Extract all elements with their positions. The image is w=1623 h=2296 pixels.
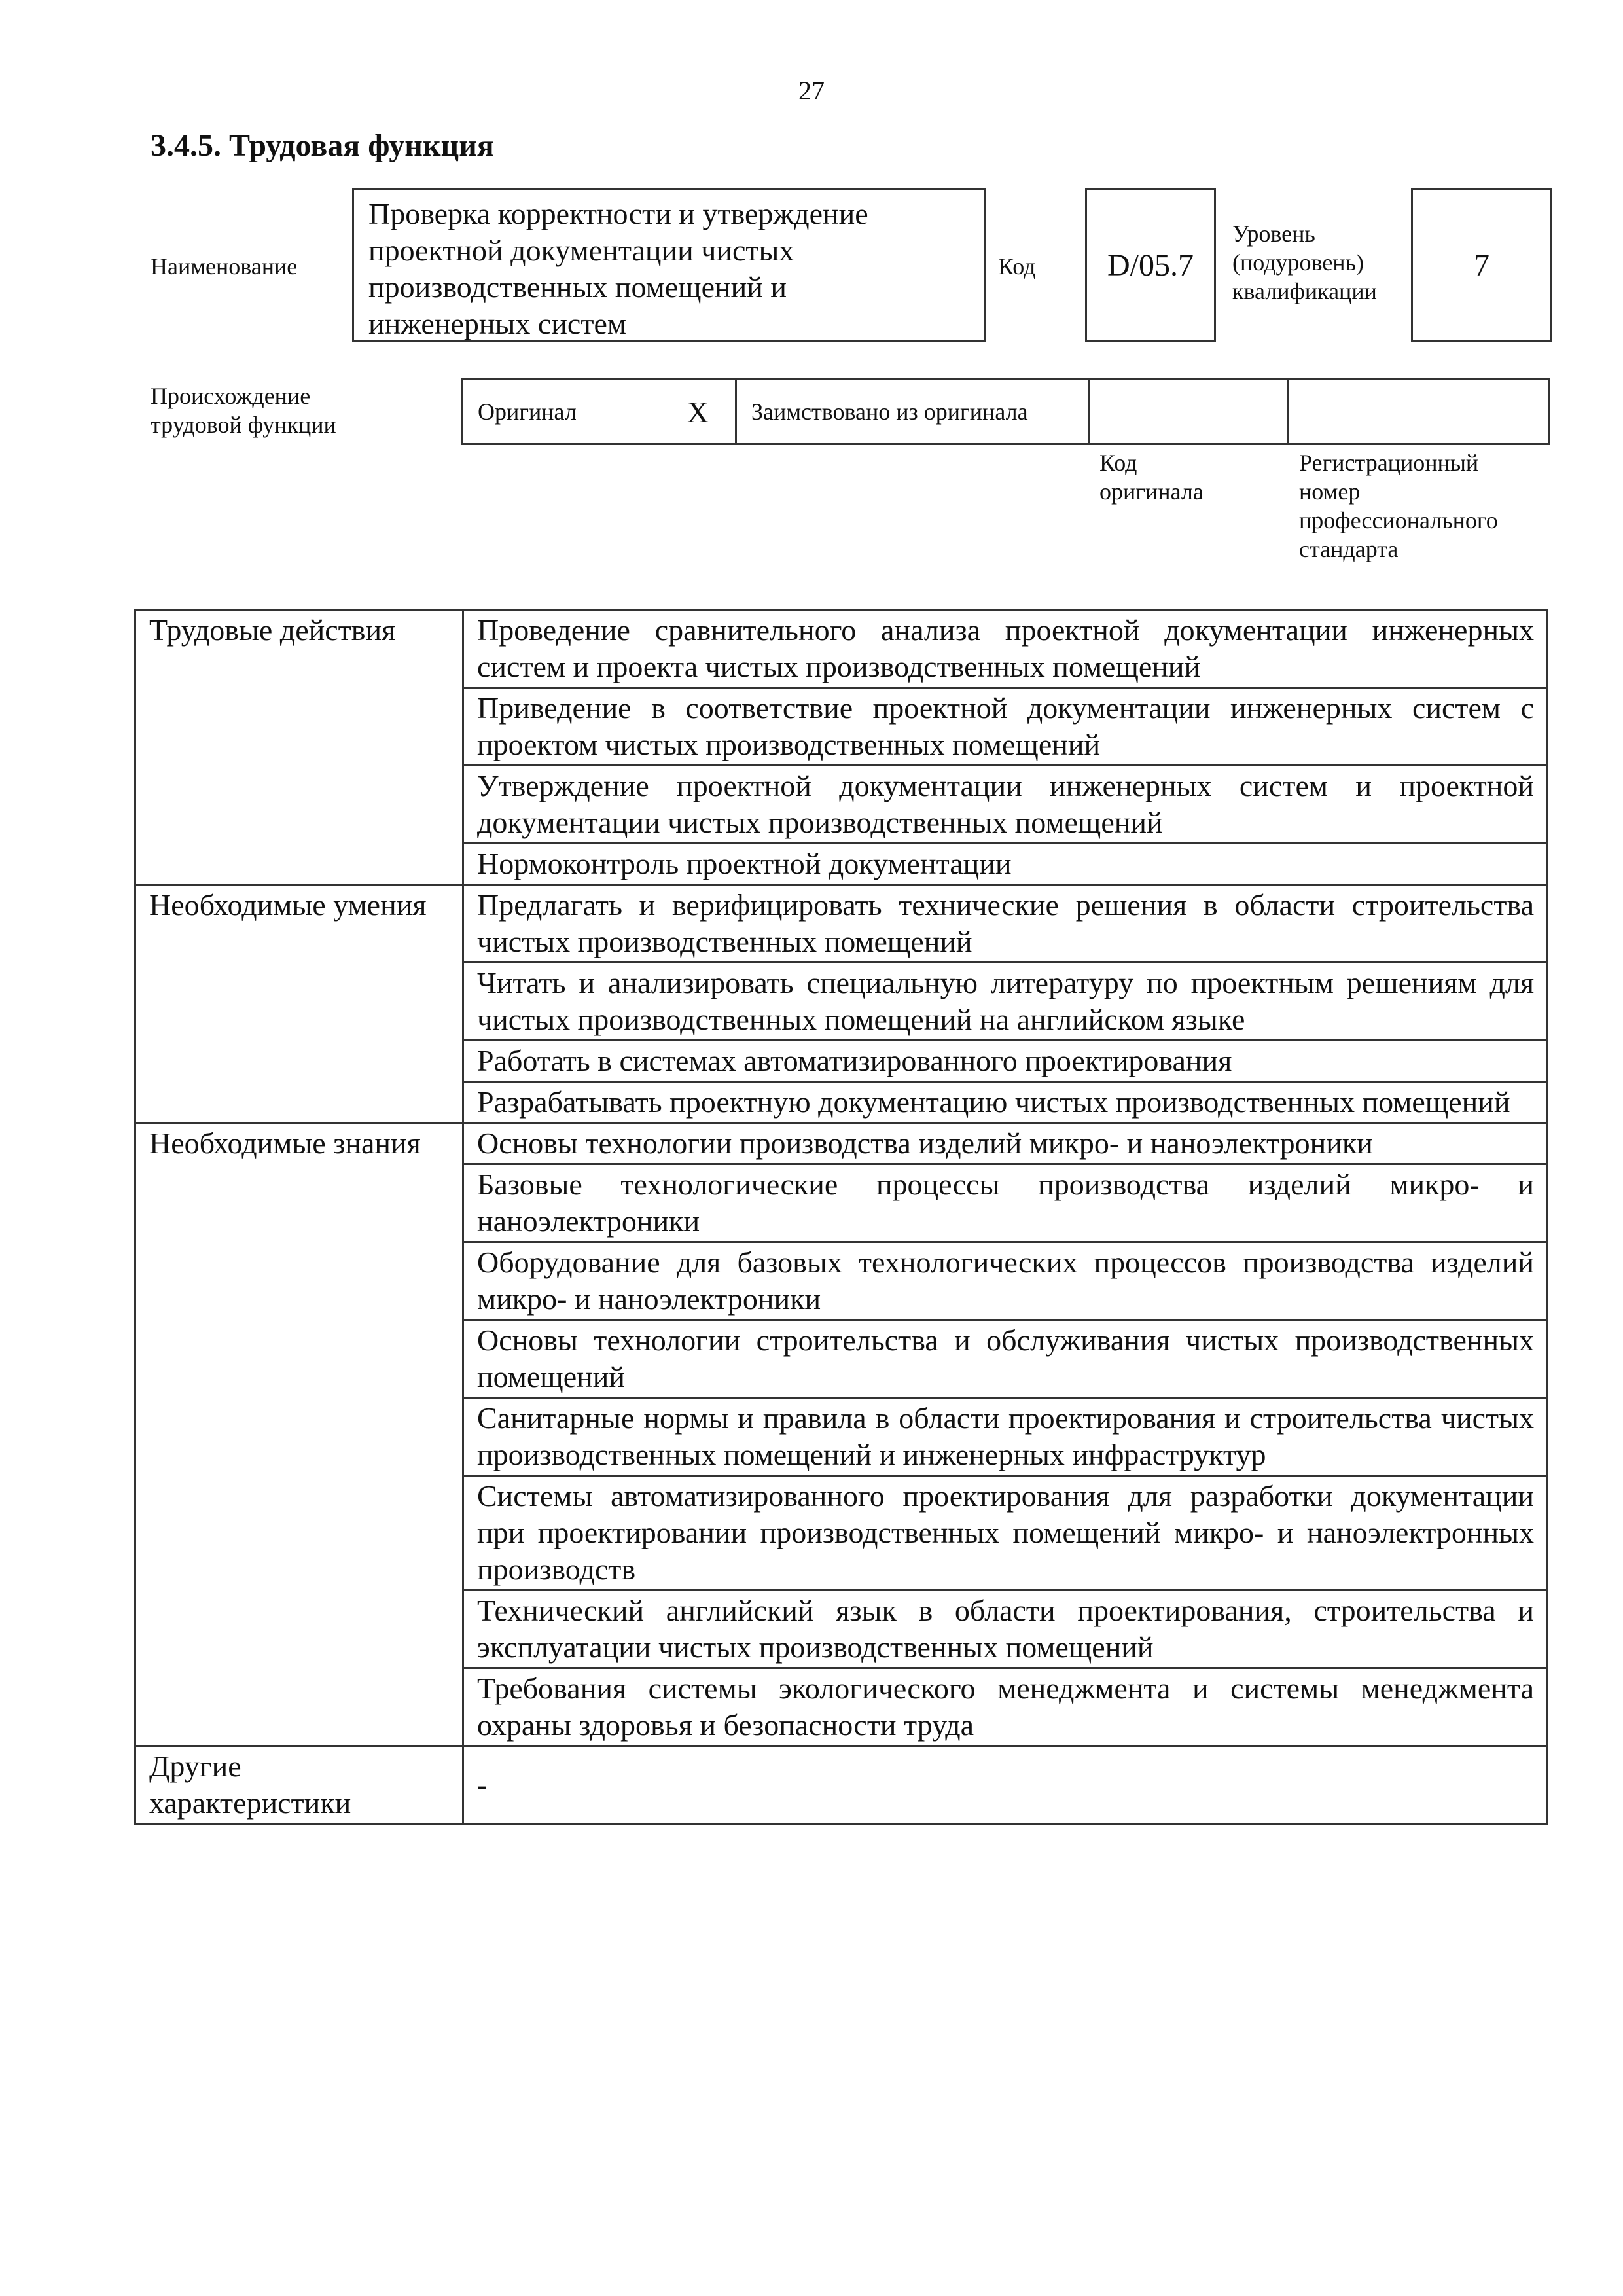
category-cell: Необходимые знания <box>135 1123 463 1746</box>
origin-label-line: Происхождение <box>151 383 311 409</box>
original-mark: X <box>687 395 709 429</box>
item-cell: Разрабатывать проектную документацию чистых производственных помещений <box>463 1082 1547 1123</box>
borrowed-cell <box>737 380 1090 443</box>
item-cell: Технический английский язык в области проектирования, строительства и эксплуатации чистых производственных помещений <box>463 1590 1547 1668</box>
caption-line: Код <box>1099 450 1137 476</box>
item-cell: Предлагать и верифицировать технические решения в области строительства чистых производственных помещений <box>463 885 1547 963</box>
level-value: 7 <box>1411 188 1552 342</box>
function-name-line: проектной документации чистых <box>368 234 794 267</box>
level-label <box>1232 219 1377 306</box>
caption-line: стандарта <box>1299 536 1399 562</box>
name-label: Наименование <box>151 253 298 279</box>
item-cell: Проведение сравнительного анализа проектной документации инженерных систем и проекта чистых производственных помещений <box>463 610 1547 688</box>
table-row <box>135 885 1547 963</box>
level-label-line: квалификации <box>1232 278 1377 304</box>
function-name-line: инженерных систем <box>368 307 626 340</box>
level-label-line: Уровень <box>1232 221 1315 247</box>
page-number: 27 <box>798 76 825 105</box>
caption-line: профессионального <box>1299 507 1498 533</box>
origin-label <box>151 382 336 439</box>
item-cell: Оборудование для базовых технологических процессов производства изделий микро- и наноэлектроники <box>463 1242 1547 1320</box>
labor-function-table <box>134 609 1548 1825</box>
level-label-line: (подуровень) <box>1232 249 1364 276</box>
caption-line: номер <box>1299 478 1361 505</box>
registration-number-caption <box>1299 448 1498 564</box>
caption-line: Регистрационный <box>1299 450 1479 476</box>
item-cell: - <box>463 1746 1547 1824</box>
original-code-caption <box>1099 448 1204 506</box>
table-row <box>135 1746 1547 1824</box>
section-title: 3.4.5. Трудовая функция <box>151 128 494 163</box>
item-cell: Основы технологии производства изделий микро- и наноэлектроники <box>463 1123 1547 1164</box>
item-cell: Утверждение проектной документации инженерных систем и проектной документации чистых производственных помещений <box>463 766 1547 844</box>
category-cell: Трудовые действия <box>135 610 463 885</box>
origin-row <box>461 378 1550 445</box>
table-row <box>135 1123 1547 1164</box>
item-cell: Приведение в соответствие проектной документации инженерных систем с проектом чистых производственных помещений <box>463 688 1547 766</box>
item-cell: Работать в системах автоматизированного проектирования <box>463 1041 1547 1082</box>
table-row <box>135 610 1547 688</box>
registration-number-cell <box>1289 380 1548 443</box>
borrowed-label: Заимствовано из оригинала <box>751 399 1028 425</box>
item-cell: Читать и анализировать специальную литературу по проектным решениям для чистых производственных помещений на английском языке <box>463 963 1547 1041</box>
original-label: Оригинал <box>478 399 577 425</box>
code-value: D/05.7 <box>1085 188 1216 342</box>
original-code-cell <box>1090 380 1289 443</box>
item-cell: Требования системы экологического менеджмента и системы менеджмента охраны здоровья и безопасности труда <box>463 1668 1547 1746</box>
category-cell: Необходимые умения <box>135 885 463 1123</box>
function-name-line: Проверка корректности и утверждение <box>368 197 868 230</box>
code-label: Код <box>998 253 1036 279</box>
item-cell: Системы автоматизированного проектирования для разработки документации при проектировании производственных помещений микро- и наноэлектронных производств <box>463 1476 1547 1590</box>
original-cell <box>463 380 737 443</box>
origin-label-line: трудовой функции <box>151 412 336 438</box>
caption-line: оригинала <box>1099 478 1204 505</box>
item-cell: Санитарные нормы и правила в области проектирования и строительства чистых производственных помещений и инженерных инфраструктур <box>463 1398 1547 1476</box>
item-cell: Базовые технологические процессы производства изделий микро- и наноэлектроники <box>463 1164 1547 1242</box>
function-name-line: производственных помещений и <box>368 270 787 304</box>
item-cell: Основы технологии строительства и обслуживания чистых производственных помещений <box>463 1320 1547 1398</box>
function-name-box <box>352 188 986 342</box>
item-cell: Нормоконтроль проектной документации <box>463 844 1547 885</box>
category-cell: Другие характеристики <box>135 1746 463 1824</box>
